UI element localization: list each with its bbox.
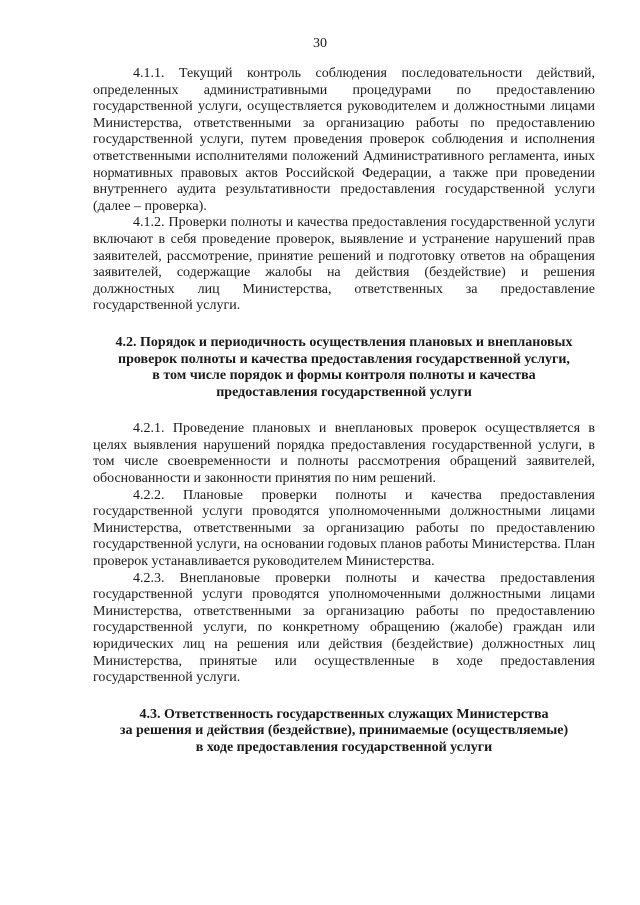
heading-line: 4.2. Порядок и периодичность осуществления плановых и внеплановых (115, 334, 573, 350)
paragraph-4-2-3: 4.2.3. Внеплановые проверки полноты и качества предоставления государственной услуги проводятся уполномоченными должностными лицами Министерства, ответственными за организацию работы по предоставлению государственной услуги, по конкретному обращению (жалобе) граждан или юридических лиц на решения или действия (бездействие) должностных лиц Министерства, принятые или осуществленные в ходе предоставления государственной услуги. (93, 570, 595, 686)
heading-line: в том числе порядок и формы контроля полноты и качества (152, 368, 536, 384)
heading-line: в ходе предоставления государственной услуги (195, 739, 493, 755)
paragraph-4-1-1: 4.1.1. Текущий контроль соблюдения последовательности действий, определенных административными процедурами по предоставлению государственной услуги, осуществляется руководителем и должностными лицами Министерства, ответственными за организацию работы по предоставлению государственной услуги, путем проведения проверок соблюдения и исполнения ответственными исполнителями положений Административного регламента, иных нормативных правовых актов Российской Федерации, а также при проведении внутреннего аудита результативности предоставления государственной услуги (далее – проверка). (93, 66, 595, 214)
paragraph-4-2-2: 4.2.2. Плановые проверки полноты и качества предоставления государственной услуги проводятся уполномоченными должностными лицами Министерства, ответственными за организацию работы по предоставлению государственной услуги, на основании годовых планов работы Министерства. План проверок устанавливается руководителем Министерства. (93, 487, 595, 570)
section-heading-4-2 (93, 335, 595, 401)
paragraph-4-1-2: 4.1.2. Проверки полноты и качества предоставления государственной услуги включают в себя проведение проверок, выявление и устранение нарушений прав заявителей, рассмотрение, принятие решений и подготовку ответов на обращения заявителей, содержащие жалобы на действия (бездействие) и решения должностных лиц Министерства, ответственных за предоставление государственной услуги. (93, 215, 595, 314)
paragraph-4-2-1: 4.2.1. Проведение плановых и внеплановых проверок осуществляется в целях выявления нарушений порядка предоставления государственной услуги, в том числе своевременности и полноты рассмотрения обращений заявителей, обоснованности и законности принятия по ним решений. (93, 421, 595, 487)
heading-line: 4.3. Ответственность государственных служащих Министерства (139, 706, 549, 722)
section-heading-4-3 (93, 707, 595, 757)
page-number: 30 (313, 36, 327, 51)
heading-line: за решения и действия (бездействие), принимаемые (осуществляемые) (119, 723, 569, 739)
page-content (93, 66, 595, 757)
heading-line: предоставления государственной услуги (216, 384, 472, 400)
heading-line: проверок полноты и качества предоставления государственной услуги, (118, 351, 570, 367)
